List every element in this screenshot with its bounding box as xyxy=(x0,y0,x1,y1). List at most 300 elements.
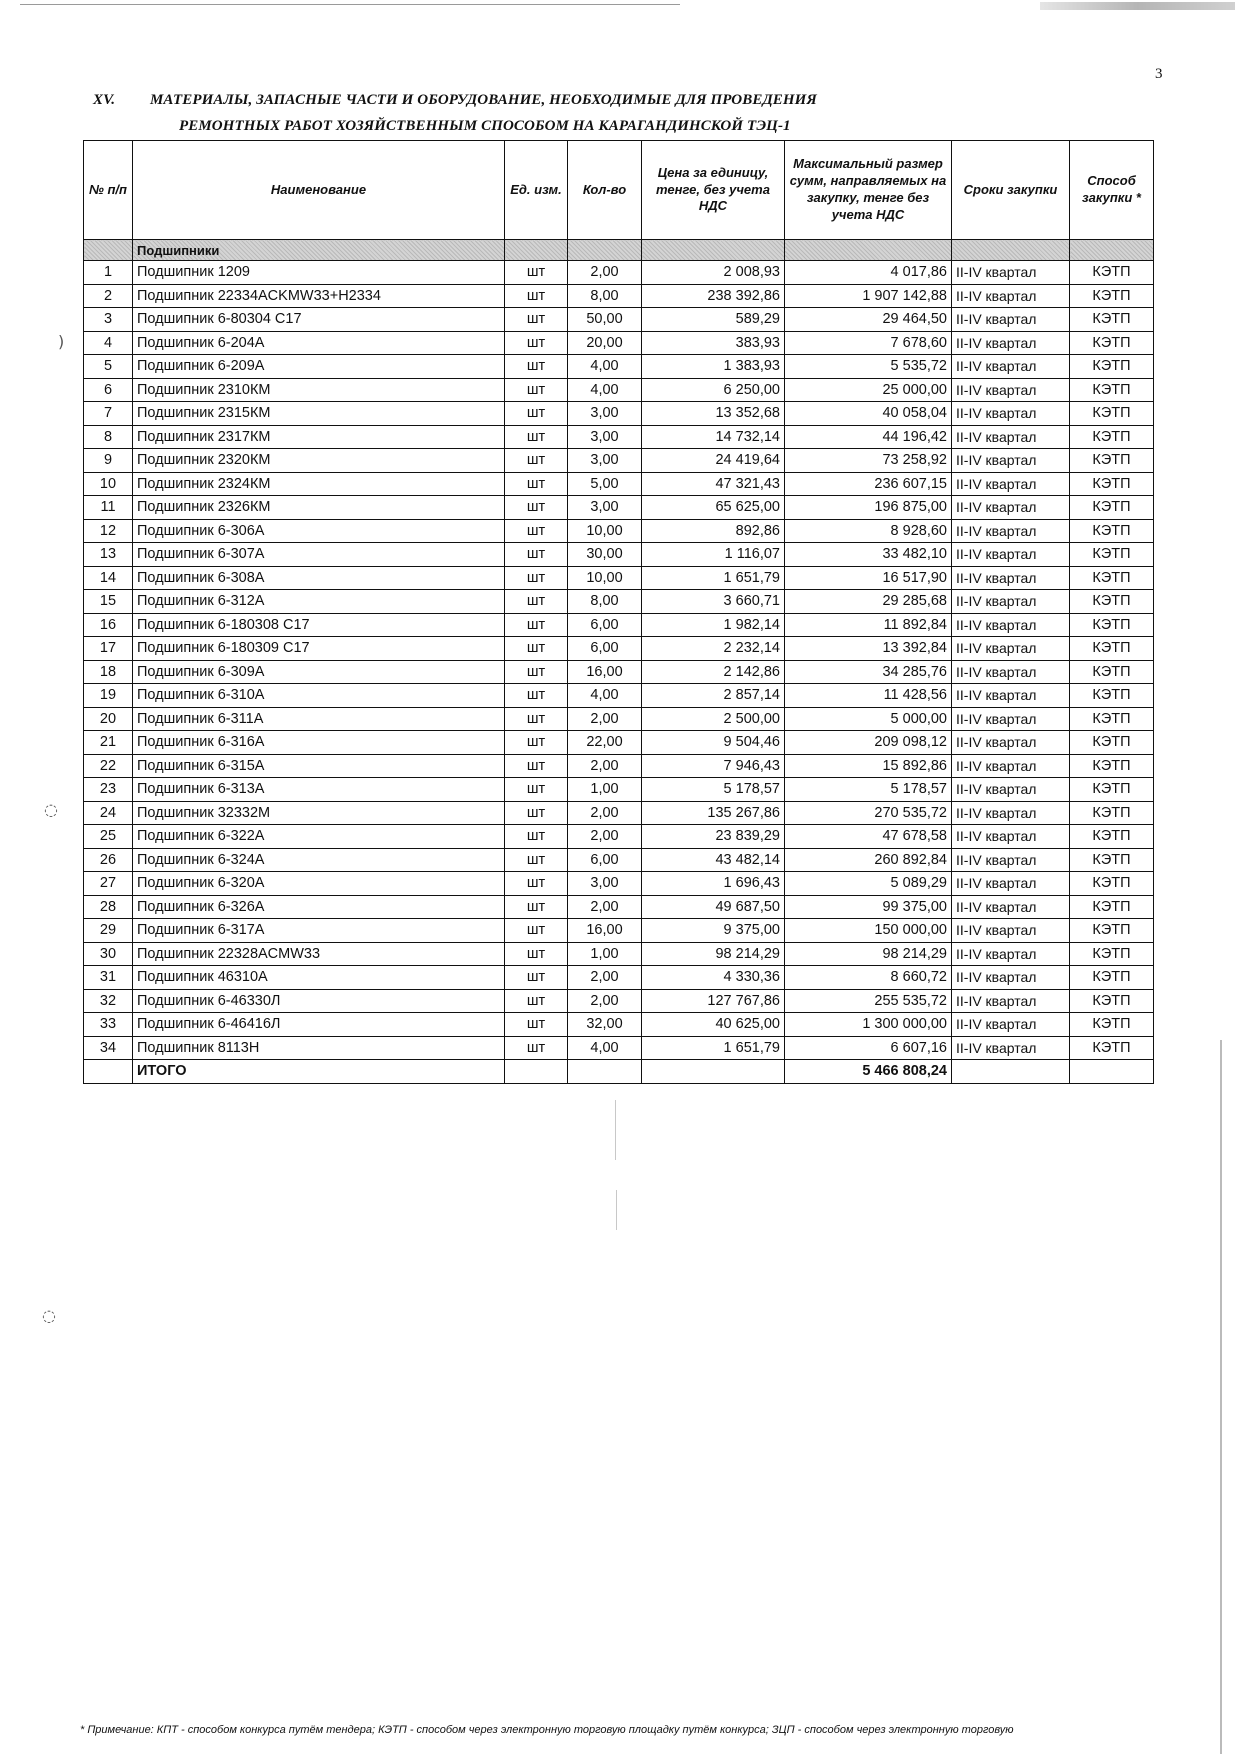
item-unit: шт xyxy=(505,778,568,802)
item-name: Подшипник 6-311А xyxy=(133,707,505,731)
item-price: 4 330,36 xyxy=(642,966,785,990)
total-empty-cell xyxy=(568,1060,642,1084)
item-price: 383,93 xyxy=(642,331,785,355)
item-qty: 4,00 xyxy=(568,1036,642,1060)
item-period: II-IV квартал xyxy=(952,966,1070,990)
item-unit: шт xyxy=(505,566,568,590)
item-price: 1 383,93 xyxy=(642,355,785,379)
item-period: II-IV квартал xyxy=(952,284,1070,308)
item-qty: 2,00 xyxy=(568,825,642,849)
item-qty: 30,00 xyxy=(568,543,642,567)
item-qty: 16,00 xyxy=(568,660,642,684)
item-max-sum: 29 464,50 xyxy=(785,308,952,332)
item-method: КЭТП xyxy=(1070,284,1154,308)
item-price: 2 500,00 xyxy=(642,707,785,731)
row-num: 6 xyxy=(84,378,133,402)
row-num: 8 xyxy=(84,425,133,449)
item-max-sum: 5 178,57 xyxy=(785,778,952,802)
item-name: Подшипник 6-209А xyxy=(133,355,505,379)
item-max-sum: 8 928,60 xyxy=(785,519,952,543)
table-row xyxy=(84,966,1154,990)
group-cell xyxy=(785,240,952,261)
item-qty: 10,00 xyxy=(568,519,642,543)
row-num: 31 xyxy=(84,966,133,990)
header-qty: Кол-во xyxy=(568,141,642,240)
row-num: 27 xyxy=(84,872,133,896)
item-unit: шт xyxy=(505,919,568,943)
item-qty: 8,00 xyxy=(568,284,642,308)
total-empty-cell xyxy=(1070,1060,1154,1084)
page-number: 3 xyxy=(1155,66,1163,82)
item-qty: 4,00 xyxy=(568,684,642,708)
item-name: Подшипник 2310КМ xyxy=(133,378,505,402)
item-price: 98 214,29 xyxy=(642,942,785,966)
item-name: Подшипник 8113Н xyxy=(133,1036,505,1060)
item-max-sum: 196 875,00 xyxy=(785,496,952,520)
row-num: 2 xyxy=(84,284,133,308)
table-row xyxy=(84,848,1154,872)
item-price: 23 839,29 xyxy=(642,825,785,849)
item-price: 9 504,46 xyxy=(642,731,785,755)
item-unit: шт xyxy=(505,684,568,708)
item-method: КЭТП xyxy=(1070,660,1154,684)
item-method: КЭТП xyxy=(1070,425,1154,449)
item-name: Подшипник 2317КМ xyxy=(133,425,505,449)
item-unit: шт xyxy=(505,543,568,567)
row-num: 29 xyxy=(84,919,133,943)
item-unit: шт xyxy=(505,707,568,731)
item-method: КЭТП xyxy=(1070,1036,1154,1060)
item-unit: шт xyxy=(505,895,568,919)
item-period: II-IV квартал xyxy=(952,919,1070,943)
item-name: Подшипник 2324КМ xyxy=(133,472,505,496)
table-row xyxy=(84,825,1154,849)
table-row xyxy=(84,707,1154,731)
item-price: 3 660,71 xyxy=(642,590,785,614)
item-qty: 3,00 xyxy=(568,872,642,896)
item-method: КЭТП xyxy=(1070,848,1154,872)
item-period: II-IV квартал xyxy=(952,848,1070,872)
item-method: КЭТП xyxy=(1070,402,1154,426)
header-method: Способ закупки * xyxy=(1070,141,1154,240)
item-max-sum: 16 517,90 xyxy=(785,566,952,590)
item-method: КЭТП xyxy=(1070,919,1154,943)
table-row xyxy=(84,519,1154,543)
item-price: 40 625,00 xyxy=(642,1013,785,1037)
margin-mark: ◌ xyxy=(44,800,58,819)
table-row xyxy=(84,754,1154,778)
item-qty: 10,00 xyxy=(568,566,642,590)
table-row xyxy=(84,425,1154,449)
item-max-sum: 209 098,12 xyxy=(785,731,952,755)
item-unit: шт xyxy=(505,519,568,543)
item-name: Подшипник 6-46330Л xyxy=(133,989,505,1013)
item-qty: 3,00 xyxy=(568,449,642,473)
section-title-line1: МАТЕРИАЛЫ, ЗАПАСНЫЕ ЧАСТИ И ОБОРУДОВАНИЕ, НЕОБХОДИМЫЕ ДЛЯ ПРОВЕДЕНИЯ xyxy=(150,92,817,108)
item-max-sum: 47 678,58 xyxy=(785,825,952,849)
item-max-sum: 11 428,56 xyxy=(785,684,952,708)
item-qty: 2,00 xyxy=(568,966,642,990)
item-price: 49 687,50 xyxy=(642,895,785,919)
item-unit: шт xyxy=(505,872,568,896)
row-num: 30 xyxy=(84,942,133,966)
row-num: 24 xyxy=(84,801,133,825)
item-method: КЭТП xyxy=(1070,778,1154,802)
group-cell xyxy=(568,240,642,261)
item-period: II-IV квартал xyxy=(952,731,1070,755)
item-period: II-IV квартал xyxy=(952,425,1070,449)
header-period: Сроки закупки xyxy=(952,141,1070,240)
item-qty: 2,00 xyxy=(568,707,642,731)
item-price: 6 250,00 xyxy=(642,378,785,402)
header-max-sum: Максимальный размер сумм, направляемых на закупку, тенге без учета НДС xyxy=(785,141,952,240)
item-qty: 3,00 xyxy=(568,496,642,520)
item-price: 14 732,14 xyxy=(642,425,785,449)
item-unit: шт xyxy=(505,284,568,308)
item-period: II-IV квартал xyxy=(952,684,1070,708)
table-row xyxy=(84,613,1154,637)
item-unit: шт xyxy=(505,989,568,1013)
row-num: 16 xyxy=(84,613,133,637)
item-price: 135 267,86 xyxy=(642,801,785,825)
item-max-sum: 44 196,42 xyxy=(785,425,952,449)
table-row xyxy=(84,801,1154,825)
item-max-sum: 5 089,29 xyxy=(785,872,952,896)
row-num: 20 xyxy=(84,707,133,731)
group-cell xyxy=(952,240,1070,261)
item-name: Подшипник 6-180308 С17 xyxy=(133,613,505,637)
table-row xyxy=(84,660,1154,684)
row-num: 25 xyxy=(84,825,133,849)
item-name: Подшипник 2315КМ xyxy=(133,402,505,426)
item-unit: шт xyxy=(505,754,568,778)
item-qty: 2,00 xyxy=(568,895,642,919)
scan-artifact-smudge xyxy=(1040,2,1235,10)
item-period: II-IV квартал xyxy=(952,754,1070,778)
item-max-sum: 6 607,16 xyxy=(785,1036,952,1060)
item-qty: 32,00 xyxy=(568,1013,642,1037)
item-max-sum: 13 392,84 xyxy=(785,637,952,661)
item-unit: шт xyxy=(505,1036,568,1060)
item-price: 24 419,64 xyxy=(642,449,785,473)
item-unit: шт xyxy=(505,966,568,990)
item-qty: 2,00 xyxy=(568,801,642,825)
item-name: Подшипник 32332М xyxy=(133,801,505,825)
item-qty: 1,00 xyxy=(568,942,642,966)
item-unit: шт xyxy=(505,261,568,285)
item-max-sum: 15 892,86 xyxy=(785,754,952,778)
item-period: II-IV квартал xyxy=(952,872,1070,896)
item-price: 892,86 xyxy=(642,519,785,543)
item-method: КЭТП xyxy=(1070,355,1154,379)
item-max-sum: 99 375,00 xyxy=(785,895,952,919)
item-period: II-IV квартал xyxy=(952,472,1070,496)
item-qty: 16,00 xyxy=(568,919,642,943)
item-method: КЭТП xyxy=(1070,707,1154,731)
item-method: КЭТП xyxy=(1070,308,1154,332)
item-qty: 2,00 xyxy=(568,261,642,285)
total-empty-cell xyxy=(84,1060,133,1084)
item-qty: 1,00 xyxy=(568,778,642,802)
item-period: II-IV квартал xyxy=(952,707,1070,731)
total-empty-cell xyxy=(642,1060,785,1084)
item-price: 127 767,86 xyxy=(642,989,785,1013)
item-max-sum: 11 892,84 xyxy=(785,613,952,637)
margin-mark: ◌ xyxy=(42,1306,56,1325)
table-row xyxy=(84,261,1154,285)
table-row xyxy=(84,355,1154,379)
table-row xyxy=(84,942,1154,966)
item-name: Подшипник 6-312А xyxy=(133,590,505,614)
item-method: КЭТП xyxy=(1070,472,1154,496)
item-period: II-IV квартал xyxy=(952,261,1070,285)
item-max-sum: 34 285,76 xyxy=(785,660,952,684)
item-method: КЭТП xyxy=(1070,613,1154,637)
item-max-sum: 260 892,84 xyxy=(785,848,952,872)
item-name: Подшипник 6-80304 С17 xyxy=(133,308,505,332)
section-title-line2: РЕМОНТНЫХ РАБОТ ХОЗЯЙСТВЕННЫМ СПОСОБОМ НА КАРАГАНДИНСКОЙ ТЭЦ-1 xyxy=(179,118,791,134)
item-unit: шт xyxy=(505,590,568,614)
item-name: Подшипник 6-317А xyxy=(133,919,505,943)
table-row xyxy=(84,590,1154,614)
item-max-sum: 1 907 142,88 xyxy=(785,284,952,308)
item-unit: шт xyxy=(505,449,568,473)
row-num: 10 xyxy=(84,472,133,496)
group-cell-num xyxy=(84,240,133,261)
row-num: 32 xyxy=(84,989,133,1013)
table-row xyxy=(84,496,1154,520)
item-method: КЭТП xyxy=(1070,989,1154,1013)
item-max-sum: 5 535,72 xyxy=(785,355,952,379)
item-max-sum: 98 214,29 xyxy=(785,942,952,966)
row-num: 19 xyxy=(84,684,133,708)
item-max-sum: 8 660,72 xyxy=(785,966,952,990)
item-name: Подшипник 1209 xyxy=(133,261,505,285)
item-method: КЭТП xyxy=(1070,543,1154,567)
item-name: Подшипник 6-326А xyxy=(133,895,505,919)
item-method: КЭТП xyxy=(1070,378,1154,402)
item-period: II-IV квартал xyxy=(952,637,1070,661)
item-period: II-IV квартал xyxy=(952,566,1070,590)
row-num: 17 xyxy=(84,637,133,661)
scan-artifact-line xyxy=(20,4,680,5)
item-name: Подшипник 22334ACKMW33+H2334 xyxy=(133,284,505,308)
total-empty-cell xyxy=(952,1060,1070,1084)
row-num: 5 xyxy=(84,355,133,379)
item-period: II-IV квартал xyxy=(952,801,1070,825)
table-row xyxy=(84,919,1154,943)
header-num: № п/п xyxy=(84,141,133,240)
item-price: 13 352,68 xyxy=(642,402,785,426)
item-qty: 3,00 xyxy=(568,425,642,449)
row-num: 3 xyxy=(84,308,133,332)
item-price: 47 321,43 xyxy=(642,472,785,496)
item-price: 238 392,86 xyxy=(642,284,785,308)
table-row xyxy=(84,566,1154,590)
item-period: II-IV квартал xyxy=(952,660,1070,684)
item-qty: 6,00 xyxy=(568,848,642,872)
item-price: 1 116,07 xyxy=(642,543,785,567)
item-period: II-IV квартал xyxy=(952,519,1070,543)
item-method: КЭТП xyxy=(1070,590,1154,614)
item-name: Подшипник 22328ACMW33 xyxy=(133,942,505,966)
item-unit: шт xyxy=(505,801,568,825)
row-num: 26 xyxy=(84,848,133,872)
item-max-sum: 33 482,10 xyxy=(785,543,952,567)
group-cell xyxy=(505,240,568,261)
item-price: 1 651,79 xyxy=(642,566,785,590)
group-cell xyxy=(1070,240,1154,261)
item-qty: 22,00 xyxy=(568,731,642,755)
row-num: 22 xyxy=(84,754,133,778)
item-period: II-IV квартал xyxy=(952,613,1070,637)
item-name: Подшипник 6-313А xyxy=(133,778,505,802)
item-price: 65 625,00 xyxy=(642,496,785,520)
item-method: КЭТП xyxy=(1070,731,1154,755)
item-method: КЭТП xyxy=(1070,966,1154,990)
item-unit: шт xyxy=(505,942,568,966)
row-num: 12 xyxy=(84,519,133,543)
item-unit: шт xyxy=(505,496,568,520)
row-num: 1 xyxy=(84,261,133,285)
table-row xyxy=(84,637,1154,661)
item-name: Подшипник 6-316А xyxy=(133,731,505,755)
item-method: КЭТП xyxy=(1070,801,1154,825)
item-max-sum: 236 607,15 xyxy=(785,472,952,496)
item-max-sum: 4 017,86 xyxy=(785,261,952,285)
item-price: 9 375,00 xyxy=(642,919,785,943)
item-max-sum: 40 058,04 xyxy=(785,402,952,426)
item-price: 2 232,14 xyxy=(642,637,785,661)
table-row xyxy=(84,472,1154,496)
item-price: 7 946,43 xyxy=(642,754,785,778)
item-period: II-IV квартал xyxy=(952,355,1070,379)
item-name: Подшипник 6-306А xyxy=(133,519,505,543)
item-name: Подшипник 6-309А xyxy=(133,660,505,684)
item-max-sum: 25 000,00 xyxy=(785,378,952,402)
item-unit: шт xyxy=(505,355,568,379)
item-qty: 4,00 xyxy=(568,378,642,402)
item-period: II-IV квартал xyxy=(952,778,1070,802)
item-period: II-IV квартал xyxy=(952,590,1070,614)
scan-artifact-edge xyxy=(1220,1040,1222,1754)
item-period: II-IV квартал xyxy=(952,496,1070,520)
table-row xyxy=(84,378,1154,402)
item-name: Подшипник 6-180309 С17 xyxy=(133,637,505,661)
row-num: 18 xyxy=(84,660,133,684)
item-name: Подшипник 6-46416Л xyxy=(133,1013,505,1037)
item-name: Подшипник 6-324А xyxy=(133,848,505,872)
item-qty: 3,00 xyxy=(568,402,642,426)
item-price: 2 008,93 xyxy=(642,261,785,285)
table-header-row xyxy=(84,141,1154,240)
item-unit: шт xyxy=(505,1013,568,1037)
item-qty: 2,00 xyxy=(568,989,642,1013)
item-max-sum: 1 300 000,00 xyxy=(785,1013,952,1037)
footnote: * Примечание: КПТ - способом конкурса путём тендера; КЭТП - способом через электронную торговую площадку путём конкурса; ЗЦП - способом через электронную торговую xyxy=(80,1724,1014,1736)
item-period: II-IV квартал xyxy=(952,449,1070,473)
table-row xyxy=(84,331,1154,355)
item-unit: шт xyxy=(505,731,568,755)
item-unit: шт xyxy=(505,848,568,872)
item-qty: 20,00 xyxy=(568,331,642,355)
item-method: КЭТП xyxy=(1070,754,1154,778)
item-max-sum: 255 535,72 xyxy=(785,989,952,1013)
item-method: КЭТП xyxy=(1070,261,1154,285)
row-num: 34 xyxy=(84,1036,133,1060)
item-method: КЭТП xyxy=(1070,895,1154,919)
item-unit: шт xyxy=(505,425,568,449)
item-name: Подшипник 6-315А xyxy=(133,754,505,778)
item-name: Подшипник 2320КМ xyxy=(133,449,505,473)
item-max-sum: 270 535,72 xyxy=(785,801,952,825)
table-row xyxy=(84,731,1154,755)
item-method: КЭТП xyxy=(1070,942,1154,966)
item-method: КЭТП xyxy=(1070,1013,1154,1037)
table-row xyxy=(84,402,1154,426)
margin-mark: ) xyxy=(58,332,65,351)
item-period: II-IV квартал xyxy=(952,308,1070,332)
item-method: КЭТП xyxy=(1070,496,1154,520)
item-price: 1 651,79 xyxy=(642,1036,785,1060)
item-qty: 6,00 xyxy=(568,613,642,637)
item-period: II-IV квартал xyxy=(952,1013,1070,1037)
item-price: 589,29 xyxy=(642,308,785,332)
row-num: 4 xyxy=(84,331,133,355)
row-num: 14 xyxy=(84,566,133,590)
item-method: КЭТП xyxy=(1070,684,1154,708)
table-row xyxy=(84,284,1154,308)
row-num: 9 xyxy=(84,449,133,473)
table-row xyxy=(84,308,1154,332)
item-unit: шт xyxy=(505,660,568,684)
item-period: II-IV квартал xyxy=(952,989,1070,1013)
item-unit: шт xyxy=(505,331,568,355)
row-num: 33 xyxy=(84,1013,133,1037)
item-price: 1 982,14 xyxy=(642,613,785,637)
item-qty: 4,00 xyxy=(568,355,642,379)
item-period: II-IV квартал xyxy=(952,825,1070,849)
item-name: Подшипник 6-320А xyxy=(133,872,505,896)
item-method: КЭТП xyxy=(1070,637,1154,661)
item-price: 2 857,14 xyxy=(642,684,785,708)
item-period: II-IV квартал xyxy=(952,895,1070,919)
item-name: Подшипник 6-310А xyxy=(133,684,505,708)
scan-artifact-tick xyxy=(616,1190,617,1230)
row-num: 13 xyxy=(84,543,133,567)
item-name: Подшипник 46310А xyxy=(133,966,505,990)
item-max-sum: 29 285,68 xyxy=(785,590,952,614)
item-method: КЭТП xyxy=(1070,872,1154,896)
item-period: II-IV квартал xyxy=(952,1036,1070,1060)
item-unit: шт xyxy=(505,308,568,332)
table-row xyxy=(84,1036,1154,1060)
item-name: Подшипник 6-307А xyxy=(133,543,505,567)
item-unit: шт xyxy=(505,637,568,661)
item-method: КЭТП xyxy=(1070,566,1154,590)
item-max-sum: 5 000,00 xyxy=(785,707,952,731)
table-row xyxy=(84,543,1154,567)
total-label: ИТОГО xyxy=(133,1060,505,1084)
table-row xyxy=(84,778,1154,802)
item-name: Подшипник 2326КМ xyxy=(133,496,505,520)
item-period: II-IV квартал xyxy=(952,543,1070,567)
item-unit: шт xyxy=(505,472,568,496)
item-period: II-IV квартал xyxy=(952,331,1070,355)
item-period: II-IV квартал xyxy=(952,402,1070,426)
item-qty: 50,00 xyxy=(568,308,642,332)
item-period: II-IV квартал xyxy=(952,942,1070,966)
